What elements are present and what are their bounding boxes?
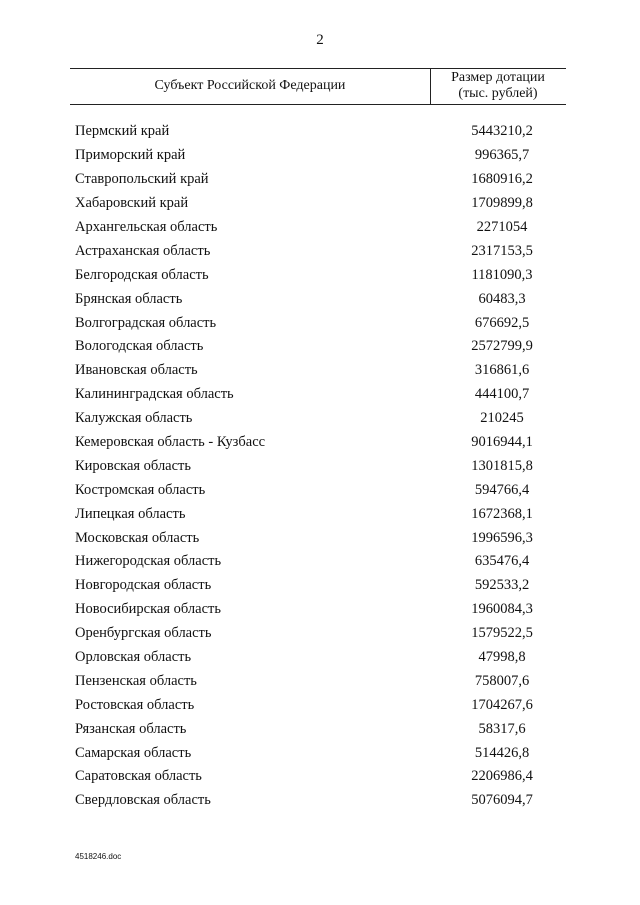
table-row [75,287,565,311]
subject-name: Оренбургская область [75,625,212,642]
subject-name: Ростовская область [75,696,195,713]
subsidy-amount: 210245 [480,410,524,427]
table-row [75,407,565,431]
header-bottom-rule [70,104,566,105]
column-header-amount [430,68,566,104]
table-row [75,550,565,574]
table-row [75,717,565,741]
subject-name: Кировская область [75,457,192,474]
page-number: 2 [316,32,324,48]
table-row [75,263,565,287]
subsidy-amount: 5443210,2 [471,123,533,140]
subsidy-amount: 60483,3 [478,290,526,307]
table-body [75,120,565,813]
subsidy-amount: 1680916,2 [471,171,533,188]
subsidy-amount: 1709899,8 [471,195,533,212]
subject-name: Рязанская область [75,720,187,737]
subject-name: Хабаровский край [75,195,189,212]
subsidy-amount: 758007,6 [474,672,530,689]
subsidy-amount: 1672368,1 [471,505,533,522]
subject-name: Ставропольский край [75,171,209,188]
subsidy-amount: 9016944,1 [471,434,533,451]
table-row [75,574,565,598]
subject-name: Белгородская область [75,266,209,283]
subject-name: Брянская область [75,290,183,307]
subject-name: Саратовская область [75,768,202,785]
subsidy-amount: 1301815,8 [471,457,533,474]
column-header-amount-line2: (тыс. рублей) [458,86,538,101]
column-header-subject: Субъект Российской Федерации [154,78,346,93]
subject-name: Вологодская область [75,338,204,355]
subject-name: Ивановская область [75,362,198,379]
table-row [75,526,565,550]
subsidy-amount: 996365,7 [474,147,530,164]
table-row [75,120,565,144]
subject-name: Калужская область [75,410,193,427]
subsidy-amount: 2206986,4 [471,768,533,785]
document-file-code: 4518246.doc [75,852,122,861]
subject-name: Волгоградская область [75,314,217,331]
subject-name: Пензенская область [75,672,197,689]
subsidy-amount: 676692,5 [474,314,530,331]
subsidy-amount: 514426,8 [474,744,530,761]
subsidy-amount: 2271054 [476,219,528,235]
subsidy-amount: 47998,8 [478,649,526,666]
subsidy-amount: 635476,4 [474,553,530,570]
column-header-amount-line1: Размер дотации [451,70,545,85]
subsidy-amount: 592533,2 [474,577,530,594]
table-row [75,168,565,192]
subsidy-amount: 316861,6 [474,362,530,379]
table-row [75,311,565,335]
subject-name: Московская область [75,529,200,546]
subject-name: Приморский край [75,147,186,164]
subject-name: Пермский край [75,123,170,140]
table-row [75,789,565,813]
subject-name: Самарская область [75,744,192,761]
subsidy-amount: 5076094,7 [471,792,533,809]
table-row [75,478,565,502]
subject-name: Свердловская область [75,792,211,809]
table-row [75,216,565,240]
subject-name: Нижегородская область [75,553,222,570]
subsidy-amount: 2317153,5 [471,242,533,259]
table-row [75,359,565,383]
subsidy-amount: 1579522,5 [471,625,533,642]
table-row [75,669,565,693]
table-row [75,454,565,478]
table-row [75,765,565,789]
subsidy-amount: 1181090,3 [471,266,533,283]
table-row [75,335,565,359]
subject-name: Кемеровская область - Кузбасс [75,434,266,451]
subject-name: Архангельская область [75,219,218,235]
table-row [75,431,565,455]
subject-name: Костромская область [75,481,206,498]
subsidy-amount: 594766,4 [474,481,530,498]
subsidy-amount: 1960084,3 [471,601,533,618]
subject-name: Астраханская область [75,242,211,259]
subject-name: Орловская область [75,649,192,666]
subsidy-amount: 58317,6 [478,720,526,737]
subsidy-amount: 444100,7 [474,386,530,403]
subsidy-amount: 2572799,9 [471,338,533,355]
table-row [75,622,565,646]
table-row [75,192,565,216]
table-row [75,239,565,263]
subject-name: Новосибирская область [75,601,221,618]
table-row [75,144,565,168]
table-row [75,598,565,622]
subsidy-amount: 1704267,6 [471,696,533,713]
table-row [75,741,565,765]
table-row [75,383,565,407]
subsidy-amount: 1996596,3 [471,529,533,546]
table-row [75,646,565,670]
table-row [75,502,565,526]
subject-name: Новгородская область [75,577,212,594]
table-row [75,693,565,717]
subject-name: Калининградская область [75,386,234,403]
subject-name: Липецкая область [75,505,186,522]
